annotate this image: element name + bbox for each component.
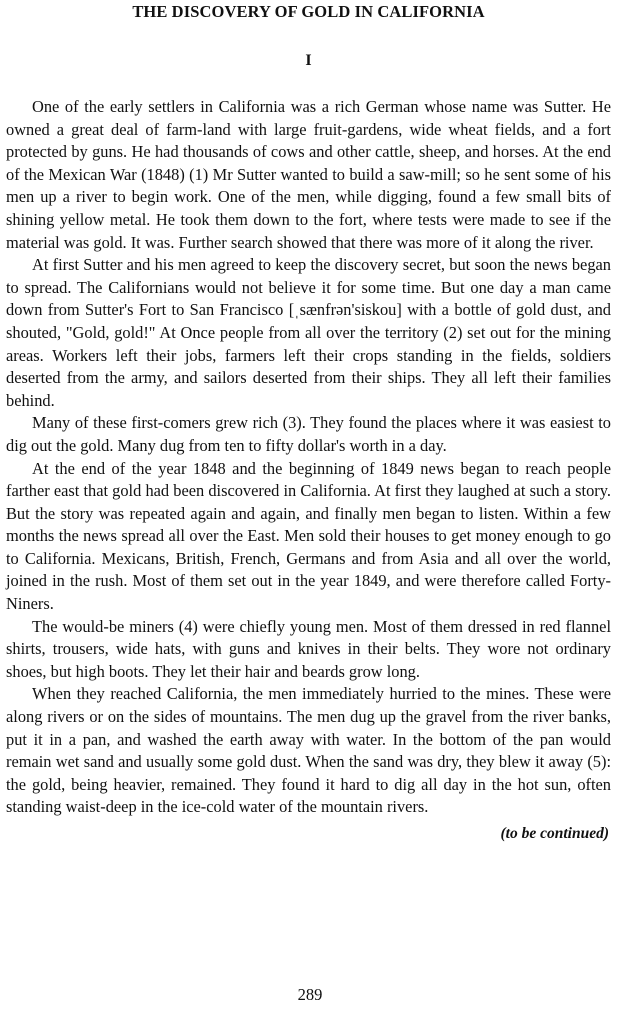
paragraph-6: When they reached California, the men immediately hurried to the mines. These were along rivers or on the sides of mountains. The men dug up the gravel from the river banks, put it in a pan, and washed the earth away with water. In the bottom of the pan would remain wet sand and usually some gold dust. When the sand was dry, they blew it away (5): the gold, being heavier, remained. They found it hard to dig all day in the hot sun, often standing waist-deep in the ice-cold water of the mountain rivers.	[6, 684, 611, 817]
paragraph-4: At the end of the year 1848 and the beginning of 1849 news began to reach people farther east that gold had been discovered in California. At first they laughed at such a story. But the story was repeated again and again, and finally men began to listen. Within a few months the news spread all over the East. Men sold their houses to get money enough to go to California. Mexicans, British, French, Germans and from Asia and all over the world, joined in the rush. Most of them set out in the year 1849, and were therefore called Forty-Niners.	[6, 458, 611, 614]
article-body	[6, 96, 611, 819]
to-be-continued-note: (to be continued)	[500, 825, 609, 842]
paragraph-3: Many of these first-comers grew rich (3). They found the places where it was easiest to dig out the gold. Many dug from ten to fifty dollar's worth in a day.	[6, 413, 611, 455]
part-number: I	[305, 52, 312, 69]
page-number: 289	[297, 985, 323, 1004]
article-title: THE DISCOVERY OF GOLD IN CALIFORNIA	[132, 2, 485, 21]
paragraph-1: One of the early settlers in California was a rich German whose name was Sutter. He owned a great deal of farm-land with large fruit-gardens, wide wheat fields, and a fort protected by guns. He had thousands of cows and other cattle, sheep, and horses. At the end of the Mexican War (1848) (1) Mr Sutter wanted to build a saw-mill; so he sent some of his men up a river to begin work. One of the men, while digging, found a few small bits of shining yellow metal. He took them down to the fort, where tests were made to see if the material was gold. It was. Further search showed that there was more of it along the river.	[6, 97, 611, 252]
paragraph-2: At first Sutter and his men agreed to keep the discovery secret, but soon the news began to spread. The Californians would not believe it for some time. But one day a man came down from Sutter's Fort to San Francisco [ˌsænfrən'siskou] with a bottle of gold dust, and shouted, "Gold, gold!" At Once people from all over the territory (2) set out for the mining areas. Workers left their jobs, farmers left their crops standing in the fields, soldiers deserted from the army, and sailors deserted from their ships. They all left their families behind.	[6, 255, 611, 410]
paragraph-5: The would-be miners (4) were chiefly young men. Most of them dressed in red flannel shirts, trousers, wide hats, with guns and knives in their belts. They wore not ordinary shoes, but high boots. They let their hair and beards grow long.	[6, 616, 611, 681]
